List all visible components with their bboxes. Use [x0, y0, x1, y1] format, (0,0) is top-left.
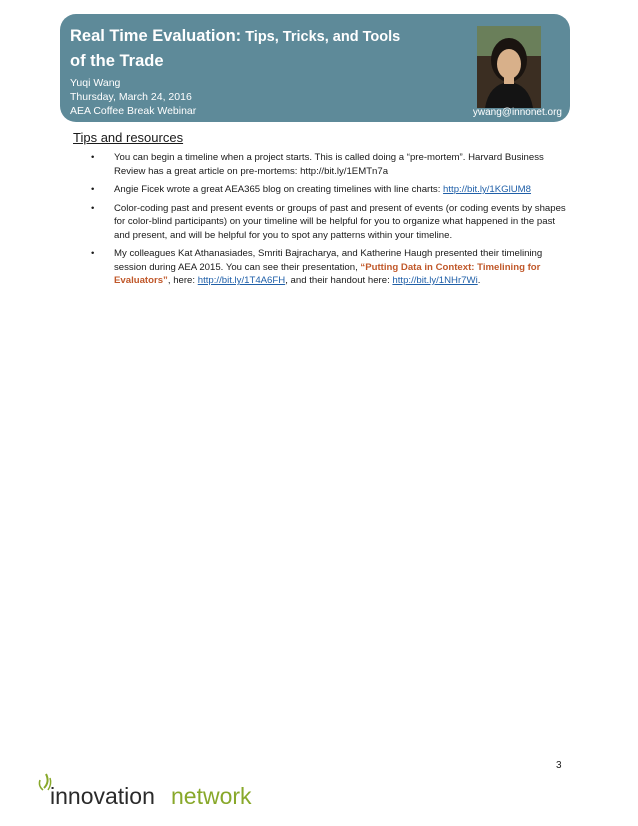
presentation-title: “Putting Data in Context: Timelining for Evaluators” [114, 261, 541, 286]
contact-email[interactable]: ywang@innonet.org [472, 107, 562, 118]
bullet-icon: • [91, 184, 95, 195]
tips-list [72, 151, 568, 293]
header-meta [70, 76, 196, 118]
header-banner [60, 14, 570, 122]
innovation-network-logo [36, 772, 276, 818]
list-item: • My colleagues Kat Athanasiades, Smriti Bajracharya, and Katherine Haugh presented their timelining session during AEA 2015. You can see their presentation, “Putting Data in Context: Timelining for Evaluators”, here: http://bit.ly/1T4A6FH, and their handout here: http://bit.ly/1NHr7Wi. [91, 248, 543, 286]
event-name: AEA Coffee Break Webinar [70, 105, 197, 117]
logo-word-network: network [171, 783, 252, 809]
presentation-date: Thursday, March 24, 2016 [70, 91, 192, 103]
author-photo [477, 26, 541, 108]
bullet-icon: • [91, 202, 95, 214]
list-item: • Color-coding past and present events or groups of past and present of events (or coding events by shapes for color-blind participants) on your timeline will be helpful for you to organize what happened in the past and present, and will be helpful for you to spot any patterns within your timeline. [91, 202, 566, 241]
list-item: • You can begin a timeline when a project starts. This is called doing a “pre-mortem”. Harvard Business Review has a great article on pre-mortems: http://bit.ly/1EMTn7a [91, 152, 544, 177]
bullet-icon: • [91, 152, 95, 163]
page-title: Real Time Evaluation: Tips, Tricks, and Tools of the Trade [70, 27, 401, 70]
blog-link[interactable]: http://bit.ly/1KGlUM8 [443, 184, 532, 195]
handout-link[interactable]: http://bit.ly/1NHr7Wi [392, 275, 478, 286]
bullet-icon: • [91, 248, 95, 259]
author-name: Yuqi Wang [70, 77, 121, 89]
section-heading: Tips and resources [73, 130, 184, 145]
list-item: • Angie Ficek wrote a great AEA365 blog on creating timelines with line charts: http://bit.ly/1KGlUM8 [91, 184, 532, 195]
logo-word-innovation: innovation [50, 783, 155, 809]
presentation-link[interactable]: http://bit.ly/1T4A6FH [197, 275, 286, 286]
page-number: 3 [556, 760, 562, 771]
